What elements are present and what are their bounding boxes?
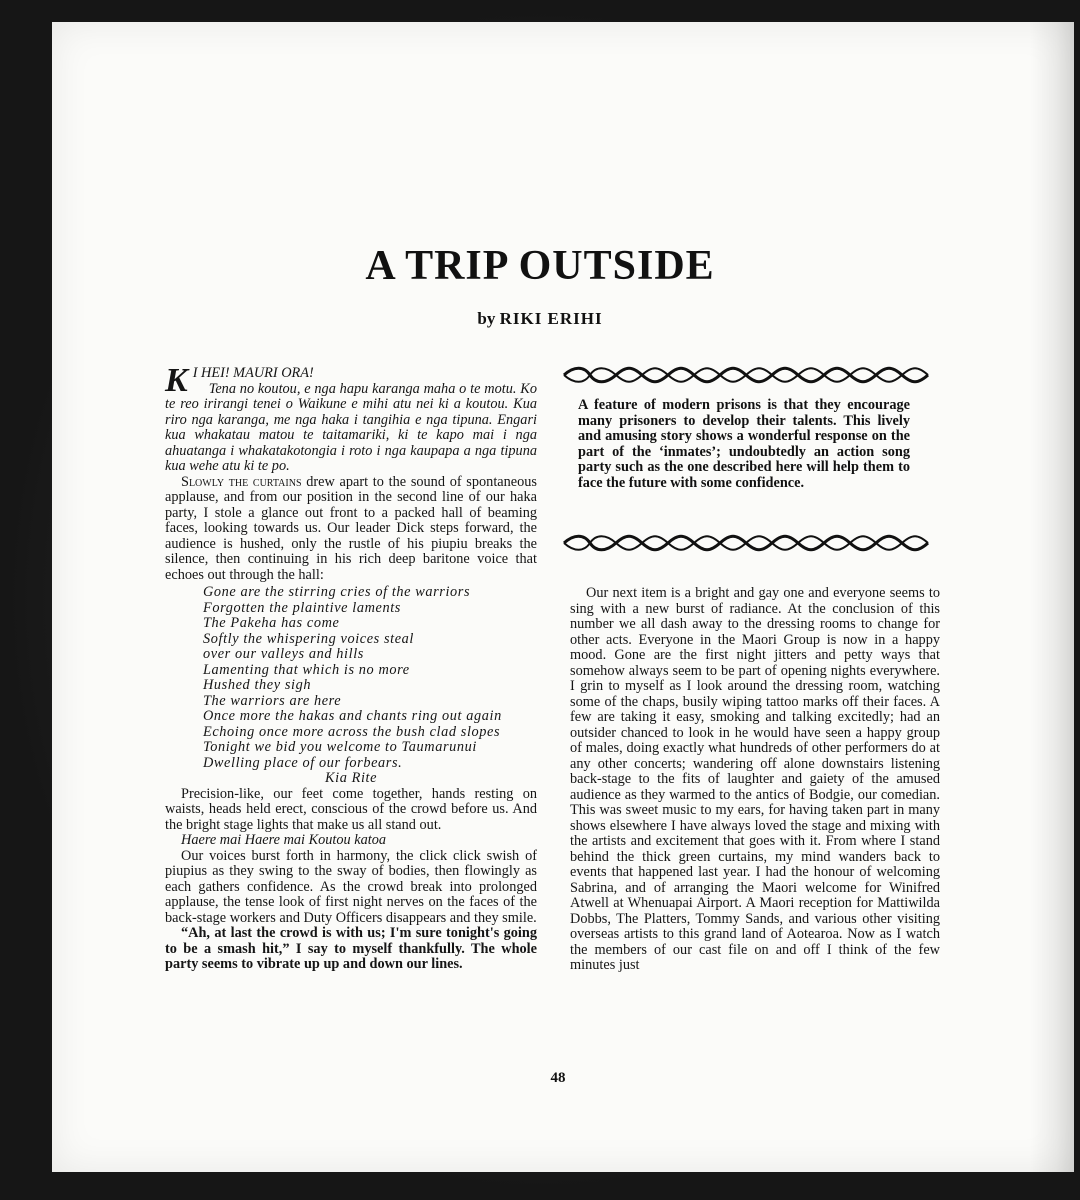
poem-line: Lamenting that which is no more — [203, 661, 410, 678]
paragraph-smash-hit: “Ah, at last the crowd is with us; I'm sure tonight's going to be a smash hit,” I say to myself thankfully. The whole party seems to vibrate up up and down our lines. — [165, 925, 537, 972]
poem-line: The Pakeha has come — [203, 615, 340, 631]
poem-line: Softly the whispering voices steal — [203, 630, 414, 647]
page-number: 48 — [550, 1070, 566, 1086]
right-column — [570, 586, 940, 974]
paragraph-curtains-text: drew apart to the sound of spontaneous applause, and from our position in the second line of our haka party, I stole a glance out front to a packed hall of beaming faces, looking towards us. Our leader Dick steps forward, the audience is hushed, only the rustle of his piupiu breaks the silence, then continuing in his rich deep baritone voice that echoes out through the hall: — [165, 473, 537, 583]
ornament-border-top — [560, 366, 932, 384]
drop-cap: K — [165, 362, 188, 399]
left-column — [165, 362, 537, 973]
greeting-text: I HEI! MAURI ORA! — [192, 365, 314, 381]
poem-line: Forgotten the plaintive laments — [203, 599, 401, 616]
haere-mai-line: Haere mai Haere mai Koutou katoa — [181, 832, 387, 848]
poem-line: Tonight we bid you welcome to Taumarunui — [203, 739, 477, 755]
byline-prefix: by — [477, 309, 496, 328]
author-name: RIKI ERIHI — [499, 309, 603, 328]
feature-box-text: A feature of modern prisons is that they encourage many prisoners to develop their talents. This lively and amusing story shows a wonderful response on the part of the ‘inmates’; undoubtedly an action song party such as the one described here will help them to face the future with some confidence. — [578, 397, 910, 491]
paragraph-next-item: Our next item is a bright and gay one and everyone seems to sing with a new burst of radiance. At the conclusion of this number we all dash away to the dressing rooms to change for other acts. Everyone in the Maori Group is now in a happy mood. Gone are the first night jitters and petty ways that somehow always seem to be part of opening nights everywhere. I grin to myself as I look around the dressing room, watching some of the chaps, busily wiping tattoo marks off their faces. A few are taking it easy, smoking and talking excitedly; had an outsider chanced to look in he would have seen a happy group of males, doing exactly what hundreds of other performers do at any other concerts; wandering off alone downstairs listening back-stage to the fits of laughter and gaiety of the amused audience as they warmed to the antics of Bodgie, our comedian. This was sweet music to my ears, for having taken part in many shows elsewhere I have always loved the stage and mixing with the artists and excitement that goes with it. From where I stand behind the thick green curtains, my mind wanders back to events that happened last year. I had the honour of welcoming Sabrina, and of arranging the Maori welcome for Winifred Atwell at Whenuapai Airport. A Maori reception for Mattiwilda Dobbs, The Platters, Tommy Sands, and various other visiting overseas artists to this grand land of Aotearoa. Now as I watch the members of our cast file on and off I think of the few minutes just — [570, 585, 940, 973]
article-title: A TRIP OUTSIDE — [365, 243, 715, 289]
poem-end: Kia Rite — [325, 770, 378, 786]
poem — [203, 585, 537, 787]
poem-line: Hushed they sigh — [203, 677, 312, 693]
greeting — [165, 362, 537, 399]
ornament-border-bottom — [560, 534, 932, 552]
lead-in: Slowly the curtains — [181, 473, 302, 490]
poem-line: Once more the hakas and chants ring out again — [203, 708, 502, 724]
page-edge-shadow — [1030, 22, 1074, 1172]
paragraph-precision: Precision-like, our feet come together, hands resting on waists, heads held erect, conscious of the crowd before us. And the bright stage lights that make us all stand out. — [165, 785, 537, 833]
maori-intro: Tena no koutou, e nga hapu karanga maha o te motu. Ko te reo irirangi tenei o Waikune e mihi atu nei ki a koutou. Kua riro nga karanga, me nga haka i tangihia e nga tipuna. Engari kua whakatau matou te taitamariki, ki te kapo mai i nga ahuatanga i whakatakotongia i roto i nga kaupapa a nga tipuna kua wehe atu ki te po. — [165, 380, 537, 474]
byline — [0, 309, 1080, 329]
paragraph-curtains — [165, 475, 537, 584]
poem-line: Echoing once more across the bush clad slopes — [203, 723, 501, 740]
poem-line: The warriors are here — [203, 692, 342, 709]
poem-line: Gone are the stirring cries of the warriors — [203, 584, 471, 600]
poem-line: Dwelling place of our forbears. — [203, 754, 403, 771]
poem-line: over our valleys and hills — [203, 646, 364, 662]
paragraph-voices: Our voices burst forth in harmony, the click click swish of piupius as they swing to the sway of bodies, then flowingly as each gathers confidence. As the crowd break into prolonged applause, the tense look of first night nerves on the faces of the back-stage workers and Duty Officers disappears and they smile. — [165, 847, 537, 926]
